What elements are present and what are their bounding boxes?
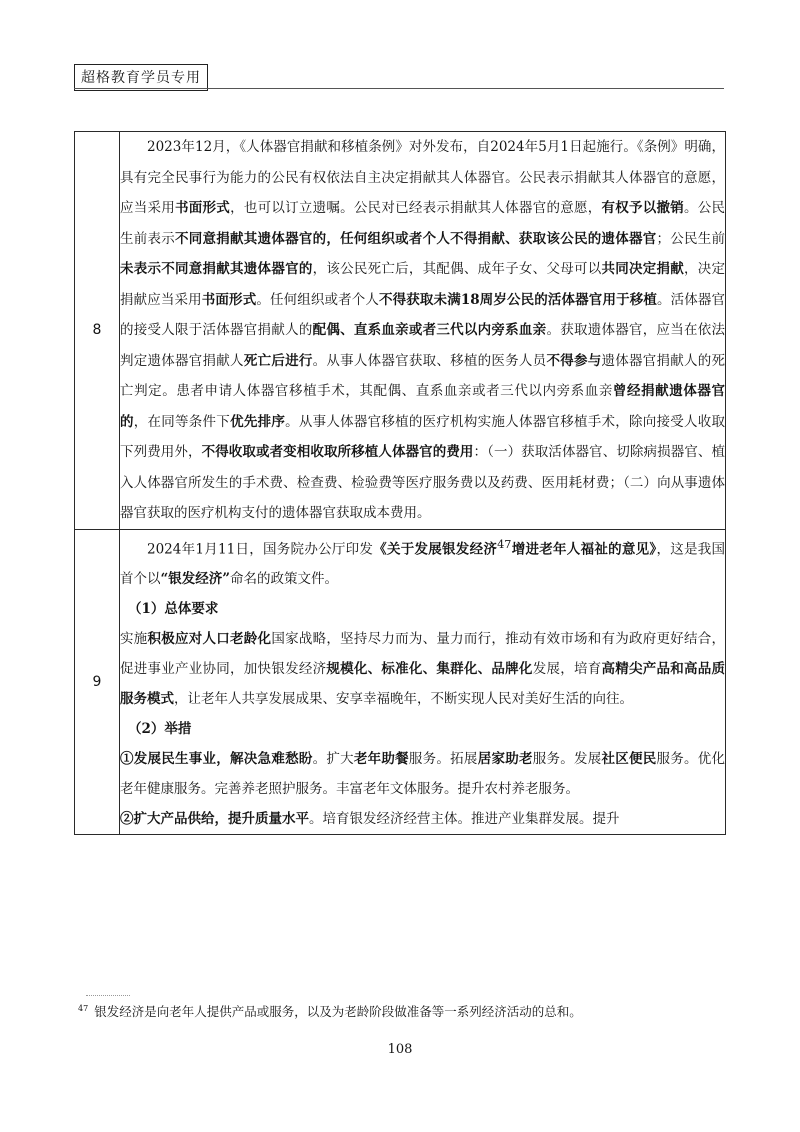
table-row: [75, 132, 726, 530]
paragraph: 2023年12月，《人体器官捐献和移植条例》对外发布，自2024年5月1日起施行。《条例》明确，具有完全民事行为能力的公民有权依法自主决定捐献其人体器官。公民表示捐献其人体器官的意愿，应当采用书面形式，也可以订立遗嘱。公民对已经表示捐献其人体器官的意愿，有权予以撤销。公民生前表示不同意捐献其遗体器官的，任何组织或者个人不得捐献、获取该公民的遗体器官；公民生前未表示不同意捐献其遗体器官的，该公民死亡后，其配偶、成年子女、父母可以共同决定捐献，决定捐献应当采用书面形式。任何组织或者个人不得获取未满18周岁公民的活体器官用于移植。活体器官的接受人限于活体器官捐献人的配偶、直系血亲或者三代以内旁系血亲。获取遗体器官，应当在依法判定遗体器官捐献人死亡后进行。从事人体器官获取、移植的医务人员不得参与遗体器官捐献人的死亡判定。患者申请人体器官移植手术，其配偶、直系血亲或者三代以内旁系血亲曾经捐献遗体器官的，在同等条件下优先排序。从事人体器官移植的医疗机构实施人体器官移植手术，除向接受人收取下列费用外，不得收取或者变相收取所移植人体器官的费用：（一）获取活体器官、切除病损器官、植入人体器官所发生的手术费、检查费、检验费等医疗服务费以及药费、医用耗材费；（二）向从事遗体器官获取的医疗机构支付的遗体器官获取成本费用。: [120, 139, 726, 521]
row-content: [120, 132, 726, 530]
section-heading: （1）总体要求: [128, 601, 219, 617]
footnote-ref: 47: [497, 537, 512, 551]
row-content: [120, 529, 726, 835]
content-table: [74, 131, 726, 835]
footnote-text: 银发经济是向老年人提供产品或服务，以及为老龄阶段做准备等一系列经济活动的总和。: [94, 1004, 582, 1020]
paragraph: ②扩大产品供给，提升质量水平。培育银发经济经营主体。推进产业集群发展。提升: [120, 811, 620, 827]
footnote: [78, 1000, 738, 1021]
paragraph: ①发展民生事业，解决急难愁盼。扩大老年助餐服务。拓展居家助老服务。发展社区便民服务。优化老年健康服务。完善养老照护服务。丰富老年文体服务。提升农村养老服务。: [120, 751, 726, 797]
row-number: 9: [75, 529, 120, 835]
section-heading: （2）举措: [128, 721, 192, 737]
paragraph: 2024年1月11日，国务院办公厅印发《关于发展银发经济$^{47}$增进老年人福祉的意见》，这是我国首个以“银发经济”命名的政策文件。: [120, 537, 726, 587]
header-rule: [74, 88, 724, 89]
table-row: [75, 529, 726, 835]
page-number: 108: [387, 1042, 413, 1057]
footnote-marker: 47: [78, 1004, 89, 1013]
header-label: 超格教育学员专用: [74, 64, 208, 91]
footnote-separator: [86, 995, 130, 996]
paragraph: 实施积极应对人口老龄化国家战略，坚持尽力而为、量力而行，推动有效市场和有为政府更好结合，促进事业产业协同，加快银发经济规模化、标准化、集群化、品牌化发展，培育高精尖产品和高品质服务模式，让老年人共享发展成果、安享幸福晚年，不断实现人民对美好生活的向往。: [120, 631, 726, 707]
row-number: 8: [75, 132, 120, 530]
